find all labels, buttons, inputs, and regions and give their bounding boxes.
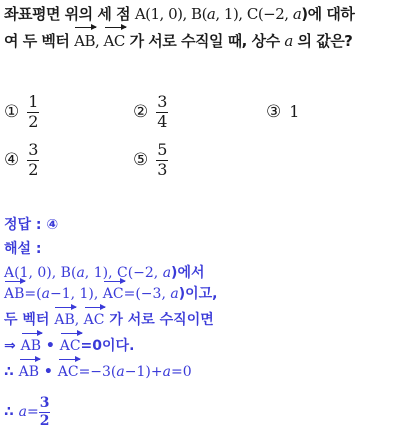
option-4[interactable]: ④ $\frac{3}{2}$ [4, 140, 39, 179]
question-line-1: 좌표평면 위의 세 점 A(1, 0), B(a, 1), C(−2, a)에 대하 [4, 5, 355, 23]
solution-line-6: ∴ a= $\frac{3}{2}$ [4, 395, 50, 429]
option-5[interactable]: ⑤ $\frac{5}{3}$ [133, 140, 168, 179]
solution-line-5: ∴ AB • AC=−3(a−1)+a=0 [4, 358, 192, 380]
option-2[interactable]: ② $\frac{3}{4}$ [133, 92, 168, 131]
question-line-2: 여 두 벡터 AB, AC 가 서로 수직일 때, 상수 a 의 값은? [4, 26, 352, 51]
answer-label: 정답 : ④ [4, 217, 59, 233]
solution-line-1: A(1, 0), B(a, 1), C(−2, a)에서 [4, 265, 205, 281]
answer-fraction: $\frac{3}{2}$ [39, 395, 50, 429]
vector-ab: AB [74, 26, 95, 50]
solution-line-4: ⇒ AB • AC=0이다. [4, 332, 134, 355]
vector-ac: AC [104, 26, 125, 50]
solution-line-2: AB=(a−1, 1), AC=(−3, a)이고, [4, 280, 217, 303]
solution-header: 해설 : [4, 241, 42, 257]
option-3[interactable]: ③ 1 [266, 102, 300, 122]
solution-line-3: 두 벡터 AB, AC 가 서로 수직이면 [4, 306, 214, 329]
option-1[interactable]: ① $\frac{1}{2}$ [4, 92, 39, 131]
